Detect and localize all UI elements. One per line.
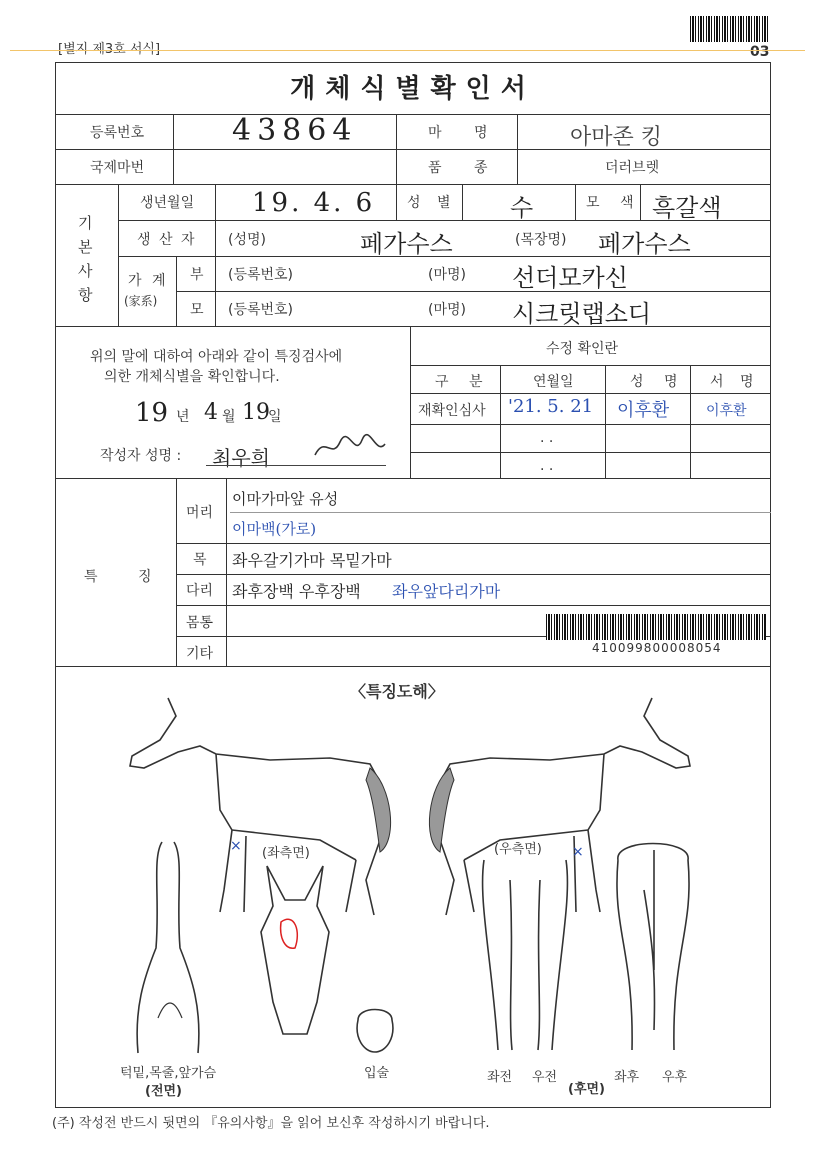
sex-label: 성 별 — [407, 195, 457, 211]
diagram-title: 〈특징도해〉 — [350, 682, 444, 701]
receipt-row2-date: . . — [540, 430, 554, 446]
head-value-2: 이마백(가로) — [232, 520, 317, 538]
producer-label: 생 산 자 — [137, 232, 197, 248]
confirm-date-month-unit: 월 — [222, 409, 236, 425]
confirm-text-2: 의한 개체식별을 확인합니다. — [104, 369, 280, 385]
form-tag: [별지 제3호 서식] — [58, 42, 161, 57]
receipt-header-date: 연월일 — [533, 374, 574, 390]
form-title: 개체식별확인서 — [290, 74, 536, 104]
producer-name-label: (성명) — [228, 232, 266, 248]
writer-signature — [310, 430, 390, 466]
page-number: 03 — [750, 44, 770, 60]
breed-label: 품 종 — [428, 160, 502, 176]
sire-name-value: 선더모카신 — [512, 264, 628, 292]
receipt-row1-date: '21. 5. 21 — [508, 396, 594, 417]
reg-number-value: 43864 — [232, 113, 358, 148]
left-front-label: 좌전 — [487, 1070, 513, 1085]
farm-label: (목장명) — [515, 232, 567, 248]
rear-view-label: (후면) — [568, 1082, 605, 1097]
producer-name-value: 페가수스 — [360, 230, 453, 258]
horse-rear-drawing — [608, 830, 698, 1060]
svg-text:×: × — [230, 838, 242, 854]
basic-side-label-3: 사 — [78, 262, 93, 280]
right-front-label: 우전 — [532, 1070, 558, 1085]
confirm-date-day-unit: 일 — [268, 409, 282, 425]
dam-name-label: (마명) — [428, 302, 466, 318]
coat-color-value: 흑갈색 — [652, 194, 722, 222]
reg-number-label: 등록번호 — [90, 125, 145, 141]
basic-side-label-4: 항 — [78, 286, 93, 304]
horse-front-legs-drawing — [470, 840, 580, 1060]
receipt-row3-date: . . — [540, 458, 554, 474]
horse-name-label: 마 명 — [428, 125, 502, 141]
left-side-label: (좌측면) — [262, 846, 310, 861]
basic-side-label-2: 본 — [78, 238, 93, 256]
breed-value: 더러브렛 — [605, 160, 660, 176]
confirm-date-year-unit: 년 — [176, 409, 190, 425]
writer-label: 작성자 성명 : — [100, 448, 182, 464]
confirm-date-year: 19 — [135, 398, 169, 428]
pedigree-hanja: (家系) — [124, 294, 158, 308]
leg-value-blue: 좌우앞다리가마 — [392, 582, 501, 601]
head-value-1: 이마가마앞 유성 — [232, 490, 339, 508]
leg-label: 다리 — [186, 583, 214, 599]
coat-color-label: 모 색 — [586, 195, 642, 211]
receipt-header-sign: 서 명 — [710, 374, 760, 390]
birth-label: 생년월일 — [140, 195, 195, 211]
body-label: 몸통 — [186, 615, 214, 631]
svg-text:×: × — [572, 844, 584, 860]
receipt-header-name: 성 명 — [630, 374, 686, 390]
horse-front-neck-drawing — [130, 838, 210, 1058]
sire-name-label: (마명) — [428, 267, 466, 283]
farm-value: 페가수스 — [598, 230, 691, 258]
horse-lip-drawing — [352, 1000, 398, 1056]
horse-name-value: 아마존 킹 — [570, 125, 663, 150]
leg-value: 좌후장백 우후장백 — [232, 582, 361, 601]
pedigree-label: 가 계 — [128, 273, 169, 289]
right-rear-label: 우후 — [662, 1070, 688, 1085]
footer-note: (주) 작성전 반드시 뒷면의 『유의사항』을 읽어 보신후 작성하시기 바랍니다. — [52, 1116, 490, 1131]
sire-label: 부 — [190, 267, 204, 283]
intl-number-label: 국제마번 — [90, 160, 145, 176]
receipt-row1-sign: 이후환 — [706, 403, 747, 419]
confirm-text-1: 위의 말에 대하여 아래와 같이 특징검사에 — [90, 349, 343, 365]
sex-value: 수 — [510, 194, 534, 222]
sticker-barcode — [546, 614, 766, 640]
birth-value: 19. 4. 6 — [252, 188, 376, 218]
neck-value: 좌우갈기가마 목밑가마 — [232, 551, 392, 570]
left-rear-label: 좌후 — [614, 1070, 640, 1085]
confirm-date-month: 4 — [204, 400, 218, 425]
receipt-row1-name: 이후환 — [617, 400, 670, 421]
right-side-label: (우측면) — [494, 842, 542, 857]
receipt-header-type: 구 분 — [435, 374, 491, 390]
features-side-label: 특 징 — [84, 569, 170, 585]
neck-label: 목 — [193, 552, 207, 568]
top-barcode — [690, 16, 770, 42]
dam-label: 모 — [190, 302, 204, 318]
head-label: 머리 — [186, 505, 214, 521]
header-line — [10, 50, 805, 51]
sticker-barcode-number: 410099800008054 — [592, 641, 722, 655]
horse-head-front-drawing — [255, 862, 335, 1042]
confirm-date-day: 19 — [242, 400, 270, 425]
receipt-title: 수정 확인란 — [546, 341, 619, 357]
basic-side-label-1: 기 — [78, 214, 93, 232]
dam-name-value: 시크릿랩소디 — [512, 300, 652, 328]
sire-reg-label: (등록번호) — [228, 267, 294, 283]
front-view-label: (전면) — [145, 1084, 182, 1099]
lip-label: 입술 — [364, 1066, 390, 1081]
front-caption: 턱밑,목줄,앞가슴 — [120, 1066, 217, 1081]
other-label: 기타 — [186, 646, 214, 662]
dam-reg-label: (등록번호) — [228, 302, 294, 318]
receipt-row1-type: 재확인심사 — [418, 403, 486, 419]
writer-value: 최우희 — [212, 446, 270, 470]
